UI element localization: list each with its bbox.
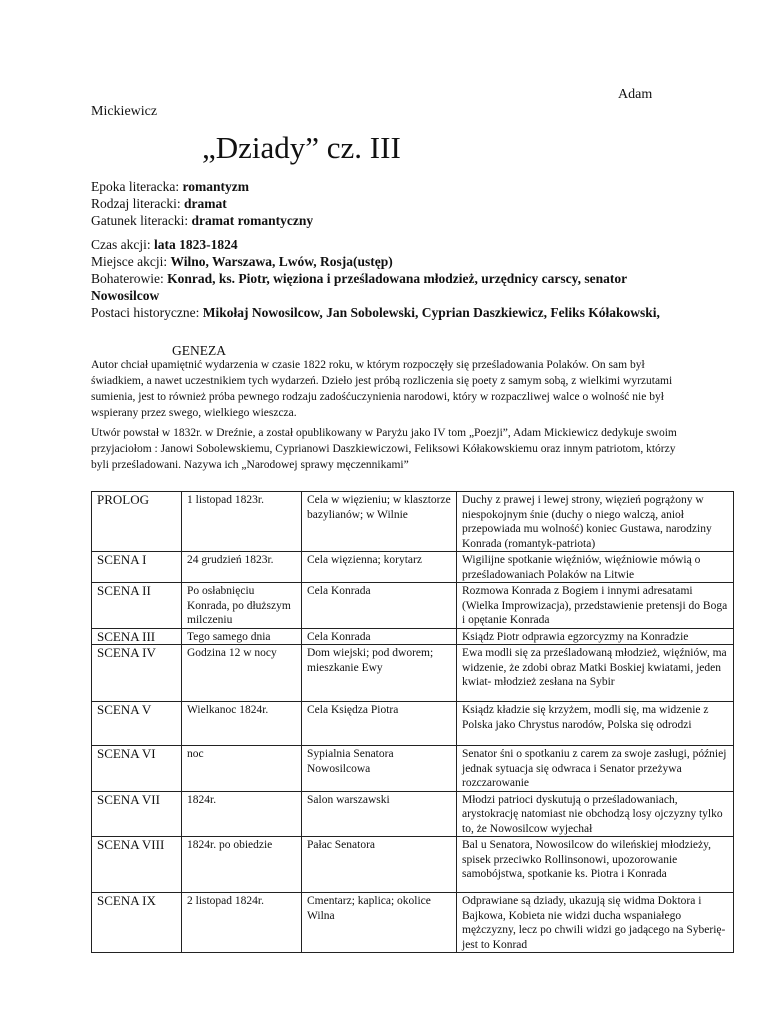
table-row (92, 552, 734, 583)
geneza-paragraph-1: Autor chciał upamiętnić wydarzenia w czasie 1822 roku, w którym rozpoczęły się prześladowania Polaków. On sam był świadkiem, a nawet uczestnikiem tych wydarzeń. Dzieło jest próbą rozliczenia się poety z samym sobą, z wielkimi wyrzutami sumienia, jest to również próba pewnego rodzaju zadośćuczynienia narodowi, który w rozpaczliwej walce o wolność nie był wspierany przez swego, wielkiego wieszcza. (91, 359, 673, 419)
table-row (92, 746, 734, 792)
scene-description: Duchy z prawej i lewej strony, więzień pogrążony w niespokojnym śnie (duchy o niego walczą, anioł przepowiada mu wolność) koniec Gustawa, narodziny Konrada (romantyk-patriota) (457, 492, 734, 552)
table-row (92, 837, 734, 893)
scene-description: Ksiądz kładzie się krzyżem, modli się, ma widzenie z Polska jako Chrystus narodów, Polska się odrodzi (457, 702, 734, 746)
literary-classification (91, 178, 691, 229)
meta-gatunek: Gatunek literacki: dramat romantyczny (91, 213, 314, 228)
scene-place: Sypialnia Senatora Nowosilcowa (302, 746, 457, 792)
scene-time: 1824r. (182, 791, 302, 837)
scene-name: SCENA I (92, 552, 182, 583)
geneza-paragraph-2: Utwór powstał w 1832r. w Dreźnie, a został opublikowany w Paryżu jako IV tom „Poezji”, Adam Mickiewicz dedykuje swoim przyjaciołom : Janowi Sobolewskiemu, Cyprianowi Daszkiewiczowi, Feliksowi Kółakowskiemu oraz innym patriotom, którzy byli prześladowani. Nazywa ich „Narodowej sprawy męczennikami” (91, 427, 677, 471)
scene-description: Ksiądz Piotr odprawia egzorcyzmy na Konradzie (457, 628, 734, 645)
scene-description: Wigilijne spotkanie więźniów, więźniowie mówią o prześladowaniach Polaków na Litwie (457, 552, 734, 583)
table-row (92, 702, 734, 746)
scene-time: 1 listopad 1823r. (182, 492, 302, 552)
scene-place: Cela Konrada (302, 628, 457, 645)
scene-place: Cela w więzieniu; w klasztorze bazylianów; w Wilnie (302, 492, 457, 552)
scene-place: Cmentarz; kaplica; okolice Wilna (302, 893, 457, 953)
plot-details (91, 236, 691, 321)
scene-place: Cela więzienna; korytarz (302, 552, 457, 583)
scene-description: Młodzi patrioci dyskutują o prześladowaniach, arystokrację natomiast nie obchodzą losy ojczyzny tylko to, że Nowosilcow wyjechał (457, 791, 734, 837)
scene-time: 2 listopad 1824r. (182, 893, 302, 953)
scene-name: SCENA VI (92, 746, 182, 792)
scene-time: noc (182, 746, 302, 792)
scene-description: Odprawiane są dziady, ukazują się widma Doktora i Bajkowa, Kobieta nie widzi ducha wspaniałego mężczyzny, lecz po chwili widzi go jadącego na Syberię- jest to Konrad (457, 893, 734, 953)
scene-place: Dom wiejski; pod dworem; mieszkanie Ewy (302, 645, 457, 702)
document-title: „Dziady” cz. III (202, 130, 401, 165)
meta-bohaterowie: Bohaterowie: Konrad, ks. Piotr, więziona i prześladowana młodzież, urzędnicy carscy, senator Nowosilcow (91, 271, 627, 303)
scene-name: SCENA VIII (92, 837, 182, 893)
meta-czas: Czas akcji: lata 1823-1824 (91, 237, 238, 252)
scene-description: Rozmowa Konrada z Bogiem i innymi adresatami (Wielka Improwizacja), przedstawienie pretensji do Boga i opętanie Konrada (457, 583, 734, 629)
meta-miejsce: Miejsce akcji: Wilno, Warszawa, Lwów, Rosja(ustęp) (91, 254, 393, 269)
scene-description: Ewa modli się za prześladowaną młodzież, więźniów, ma widzenie, że zdobi obraz Matki Boskiej kwiatami, jeden kwiat- młodzież zesłana na Sybir (457, 645, 734, 702)
scene-name: SCENA IV (92, 645, 182, 702)
meta-rodzaj: Rodzaj literacki: dramat (91, 196, 227, 211)
scene-place: Cela Księdza Piotra (302, 702, 457, 746)
meta-postaci: Postaci historyczne: Mikołaj Nowosilcow, Jan Sobolewski, Cyprian Daszkiewicz, Feliks Kółakowski, (91, 305, 660, 320)
table-row (92, 645, 734, 702)
author-last-name: Mickiewicz (91, 104, 158, 119)
scene-time: 24 grudzień 1823r. (182, 552, 302, 583)
table-row (92, 583, 734, 629)
scene-time: 1824r. po obiedzie (182, 837, 302, 893)
table-row (92, 492, 734, 552)
scenes-table (91, 491, 734, 953)
scene-place: Pałac Senatora (302, 837, 457, 893)
table-row (92, 893, 734, 953)
scene-time: Godzina 12 w nocy (182, 645, 302, 702)
scene-name: SCENA II (92, 583, 182, 629)
scene-place: Salon warszawski (302, 791, 457, 837)
scene-name: SCENA V (92, 702, 182, 746)
scene-time: Wielkanoc 1824r. (182, 702, 302, 746)
scene-name: SCENA VII (92, 791, 182, 837)
table-row (92, 791, 734, 837)
scene-time: Tego samego dnia (182, 628, 302, 645)
scene-description: Senator śni o spotkaniu z carem za swoje zasługi, później jednak sytuacja się odwraca i Senator przeżywa rozczarowanie (457, 746, 734, 792)
scene-name: PROLOG (92, 492, 182, 552)
table-row (92, 628, 734, 645)
scene-time: Po osłabnięciu Konrada, po dłuższym milczeniu (182, 583, 302, 629)
author-first-name: Adam (618, 87, 653, 102)
scene-name: SCENA III (92, 628, 182, 645)
meta-epoka: Epoka literacka: romantyzm (91, 179, 249, 194)
scene-place: Cela Konrada (302, 583, 457, 629)
scene-description: Bal u Senatora, Nowosilcow do wileńskiej młodzieży, spisek przeciwko Rollinsonowi, upozorowanie samobójstwa, spotkanie ks. Piotra i Konrada (457, 837, 734, 893)
scene-name: SCENA IX (92, 893, 182, 953)
geneza-heading: GENEZA (172, 343, 226, 358)
